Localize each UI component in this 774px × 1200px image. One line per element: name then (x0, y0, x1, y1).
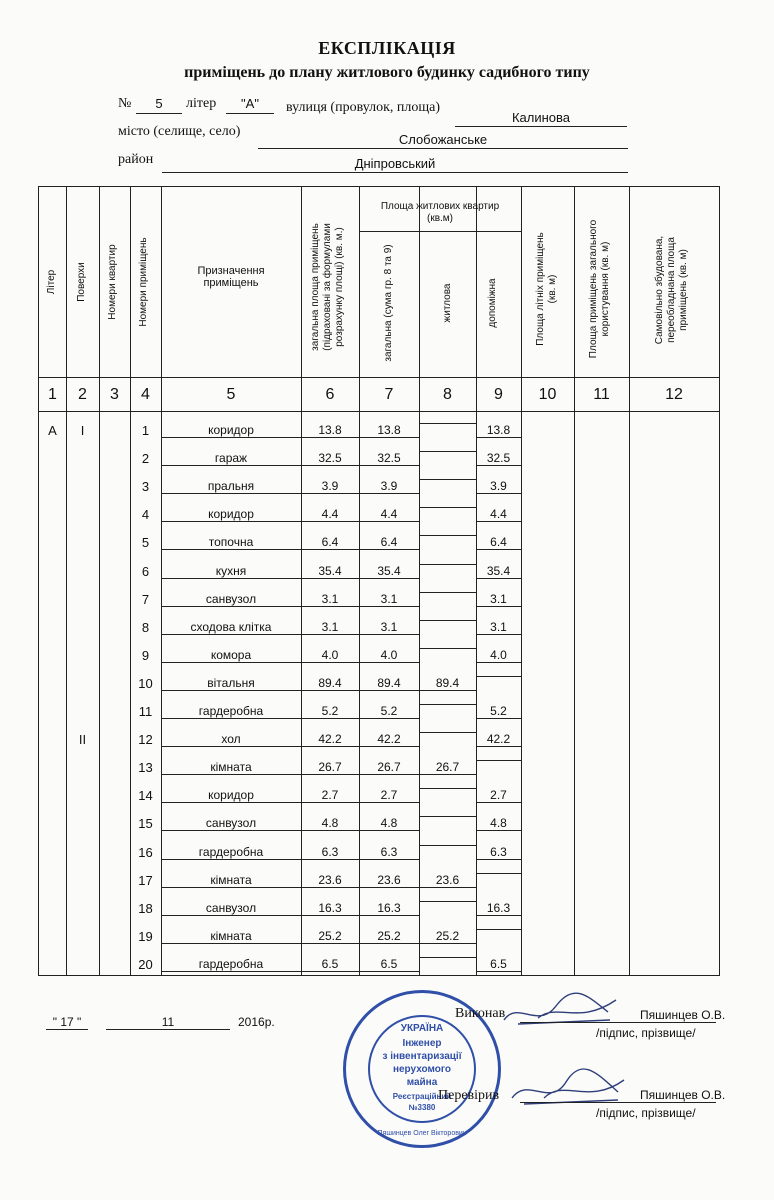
header-total-area: загальна площа приміщень (підраховані за формулами розрахунку площі) (кв. м.) (310, 223, 345, 351)
stamp-text: УКРАЇНА (400, 1023, 444, 1034)
cell-living (419, 957, 476, 958)
table-row (39, 694, 719, 722)
cell-room: 14 (138, 788, 153, 804)
header-rooms: Номери приміщень (138, 237, 149, 327)
city-label: місто (селище, село) (118, 124, 241, 139)
cell-room: 20 (138, 956, 153, 972)
date-year: 2016р. (238, 1015, 275, 1029)
cell-total: 42.2 (301, 732, 359, 747)
table-row (39, 891, 719, 919)
cell-aux: 6.4 (476, 535, 521, 550)
cell-purpose: гардеробна (161, 957, 301, 972)
cell-purpose: хол (161, 732, 301, 747)
cell-aux (476, 929, 521, 930)
table-row (39, 722, 719, 750)
cell-aux: 42.2 (476, 732, 521, 747)
cell-total: 3.1 (301, 592, 359, 607)
document-title: ЕКСПЛІКАЦІЯ (318, 38, 456, 58)
cell-floor: I (80, 423, 85, 438)
cell-aux: 5.2 (476, 704, 521, 719)
cell-sum: 23.6 (359, 873, 419, 888)
col-number: 12 (665, 386, 683, 403)
cell-purpose: санвузол (161, 816, 301, 831)
cell-total: 13.8 (301, 423, 359, 438)
cell-aux: 4.8 (476, 816, 521, 831)
cell-sum: 13.8 (359, 423, 419, 438)
cell-room: 10 (138, 675, 153, 691)
table-row (39, 610, 719, 638)
cell-aux: 3.1 (476, 592, 521, 607)
cell-total: 6.5 (301, 957, 359, 972)
cell-living (419, 788, 476, 789)
table-row (39, 413, 719, 441)
table-row (39, 919, 719, 947)
table-row (39, 666, 719, 694)
cell-aux (476, 676, 521, 677)
cell-living: 25.2 (419, 929, 476, 944)
table-row (39, 750, 719, 778)
cell-living: 23.6 (419, 873, 476, 888)
cell-aux: 35.4 (476, 564, 521, 579)
cell-sum: 4.8 (359, 816, 419, 831)
executed-label: Виконав (455, 1006, 506, 1021)
cell-purpose: кімната (161, 760, 301, 775)
cell-aux (476, 873, 521, 874)
cell-purpose: гараж (161, 451, 301, 466)
cell-total: 25.2 (301, 929, 359, 944)
number-value: 5 (155, 96, 163, 111)
cell-aux: 6.3 (476, 845, 521, 860)
cell-purpose: коридор (161, 788, 301, 803)
stamp-text: Пяшинцев Олег Вікторович (377, 1130, 467, 1137)
cell-total: 3.1 (301, 620, 359, 635)
street-label: вулиця (провулок, площа) (286, 100, 441, 115)
cell-purpose: коридор (161, 423, 301, 438)
cell-purpose: пральня (161, 479, 301, 494)
date-day: " 17 " (46, 1015, 88, 1030)
table-row (39, 835, 719, 863)
cell-sum: 4.4 (359, 507, 419, 522)
cell-room: 6 (141, 563, 150, 579)
cell-purpose: коридор (161, 507, 301, 522)
header-common: Площа приміщень загального користування (кв. м) (588, 219, 611, 359)
cell-room: 4 (141, 507, 150, 523)
header-unauthorized: Самовільно збудована, переобладнана площа приміщень (кв. м) (654, 235, 689, 345)
cell-sum: 16.3 (359, 901, 419, 916)
cell-room: 2 (141, 451, 150, 467)
cell-aux: 13.8 (476, 423, 521, 438)
col-number: 1 (48, 386, 57, 403)
cell-room: 8 (141, 619, 150, 635)
street-value: Калинова (511, 110, 571, 125)
cell-living (419, 507, 476, 508)
cell-sum: 6.5 (359, 957, 419, 972)
table-row (39, 947, 719, 975)
col-number: 3 (110, 386, 119, 403)
col-number: 9 (494, 386, 503, 403)
cell-total: 4.4 (301, 507, 359, 522)
cell-purpose: санвузол (161, 901, 301, 916)
district-label: район (118, 152, 154, 167)
header-purpose: Призначення приміщень (197, 265, 265, 289)
table-row (39, 469, 719, 497)
header-summer: Площа літніх приміщень (кв. м) (535, 232, 558, 346)
cell-living (419, 816, 476, 817)
cell-aux: 3.9 (476, 479, 521, 494)
cell-total: 4.0 (301, 648, 359, 663)
cell-room: 7 (141, 591, 150, 607)
checked-name: Пяшинцев О.В. (640, 1088, 726, 1102)
cell-total: 3.9 (301, 479, 359, 494)
cell-purpose: кухня (161, 564, 301, 579)
table-row (39, 525, 719, 553)
cell-sum: 5.2 (359, 704, 419, 719)
cell-living (419, 901, 476, 902)
table-row (39, 441, 719, 469)
cell-total: 2.7 (301, 788, 359, 803)
table-row (39, 863, 719, 891)
header-living-total: загальна (сума гр. 8 та 9) (383, 244, 394, 362)
cell-living (419, 845, 476, 846)
cell-total: 16.3 (301, 901, 359, 916)
liter-label: літер (186, 96, 217, 111)
cell-liter: А (48, 423, 57, 438)
cell-room: 1 (141, 423, 150, 438)
cell-purpose: кімната (161, 929, 301, 944)
col-number: 8 (443, 386, 452, 403)
cell-living (419, 564, 476, 565)
cell-aux: 2.7 (476, 788, 521, 803)
col-number: 2 (78, 386, 87, 403)
col-number: 5 (226, 386, 236, 403)
stamp-text: нерухомого (392, 1064, 452, 1075)
cell-sum: 3.1 (359, 592, 419, 607)
header-living-group: Площа житлових квартир (кв.м) (380, 201, 500, 224)
cell-aux (476, 760, 521, 761)
header-floors: Поверхи (76, 262, 87, 302)
cell-room: 17 (138, 872, 153, 888)
cell-total: 35.4 (301, 564, 359, 579)
cell-room: 12 (138, 732, 153, 748)
col-number: 7 (384, 386, 394, 403)
liter-value: "А" (241, 96, 259, 111)
cell-purpose: гардеробна (161, 704, 301, 719)
cell-aux: 4.4 (476, 507, 521, 522)
stamp-text: Реєстраційний (392, 1092, 452, 1101)
checked-caption: /підпис, прізвище/ (596, 1106, 696, 1120)
cell-living (419, 423, 476, 424)
cell-purpose: санвузол (161, 592, 301, 607)
cell-sum: 3.1 (359, 620, 419, 635)
city-value: Слобожанське (398, 132, 488, 147)
cell-total: 32.5 (301, 451, 359, 466)
cell-aux: 32.5 (476, 451, 521, 466)
cell-purpose: вітальня (161, 676, 301, 691)
cell-living (419, 648, 476, 649)
number-label: № (118, 96, 132, 111)
cell-living (419, 732, 476, 733)
col-number: 6 (325, 386, 335, 403)
cell-living (419, 535, 476, 536)
cell-room: 11 (138, 704, 153, 719)
district-value: Дніпровський (354, 156, 436, 171)
cell-purpose: гардеробна (161, 845, 301, 860)
cell-living: 26.7 (419, 760, 476, 775)
cell-total: 4.8 (301, 816, 359, 831)
checked-label: Перевірив (438, 1088, 500, 1103)
cell-sum: 42.2 (359, 732, 419, 747)
header-living: житлова (442, 283, 453, 323)
header-auxiliary: допоміжна (487, 278, 498, 328)
cell-total: 26.7 (301, 760, 359, 775)
cell-sum: 89.4 (359, 676, 419, 691)
cell-room: 9 (141, 647, 150, 663)
stamp-text: майна (406, 1077, 438, 1088)
table-row (39, 497, 719, 525)
cell-room: 16 (138, 844, 153, 860)
executed-caption: /підпис, прізвище/ (596, 1026, 696, 1040)
table-row (39, 554, 719, 582)
cell-total: 6.4 (301, 535, 359, 550)
cell-purpose: сходова клітка (161, 620, 301, 635)
cell-sum: 6.3 (359, 845, 419, 860)
cell-living (419, 479, 476, 480)
cell-aux: 4.0 (476, 648, 521, 663)
cell-living (419, 592, 476, 593)
cell-sum: 3.9 (359, 479, 419, 494)
col-number: 11 (593, 386, 610, 403)
cell-living: 89.4 (419, 676, 476, 691)
cell-sum: 26.7 (359, 760, 419, 775)
explication-table (38, 186, 720, 976)
cell-sum: 35.4 (359, 564, 419, 579)
document-subtitle: приміщень до плану житлового будинку садибного типу (184, 64, 590, 81)
cell-room: 18 (138, 900, 153, 916)
cell-sum: 25.2 (359, 929, 419, 944)
cell-room: 15 (138, 816, 153, 832)
cell-total: 6.3 (301, 845, 359, 860)
stamp-text: з інвентаризації (382, 1051, 462, 1062)
cell-living (419, 620, 476, 621)
stamp-text: Інженер (402, 1038, 442, 1049)
stamp-text: №3380 (408, 1103, 436, 1112)
cell-total: 5.2 (301, 704, 359, 719)
col-number: 4 (141, 386, 150, 403)
cell-sum: 2.7 (359, 788, 419, 803)
cell-room: 19 (138, 928, 153, 944)
table-row (39, 582, 719, 610)
cell-sum: 32.5 (359, 451, 419, 466)
cell-floor: II (78, 732, 87, 748)
executed-name: Пяшинцев О.В. (640, 1008, 726, 1022)
col-number: 10 (538, 386, 557, 403)
cell-purpose: кімната (161, 873, 301, 888)
cell-room: 3 (141, 479, 150, 495)
cell-room: 5 (141, 535, 150, 551)
cell-room: 13 (138, 760, 153, 776)
cell-sum: 6.4 (359, 535, 419, 550)
cell-sum: 4.0 (359, 648, 419, 663)
date-month: 11 (106, 1015, 230, 1030)
cell-aux: 3.1 (476, 620, 521, 635)
cell-total: 89.4 (301, 676, 359, 691)
cell-purpose: топочна (161, 535, 301, 550)
header-apartments: Номери квартир (107, 244, 118, 320)
header-liter: Літер (46, 269, 57, 295)
table-row (39, 638, 719, 666)
cell-purpose: комора (161, 648, 301, 663)
cell-living (419, 451, 476, 452)
table-row (39, 806, 719, 834)
cell-aux: 16.3 (476, 901, 521, 916)
table-row (39, 778, 719, 806)
cell-total: 23.6 (301, 873, 359, 888)
cell-aux: 6.5 (476, 957, 521, 972)
cell-living (419, 704, 476, 705)
